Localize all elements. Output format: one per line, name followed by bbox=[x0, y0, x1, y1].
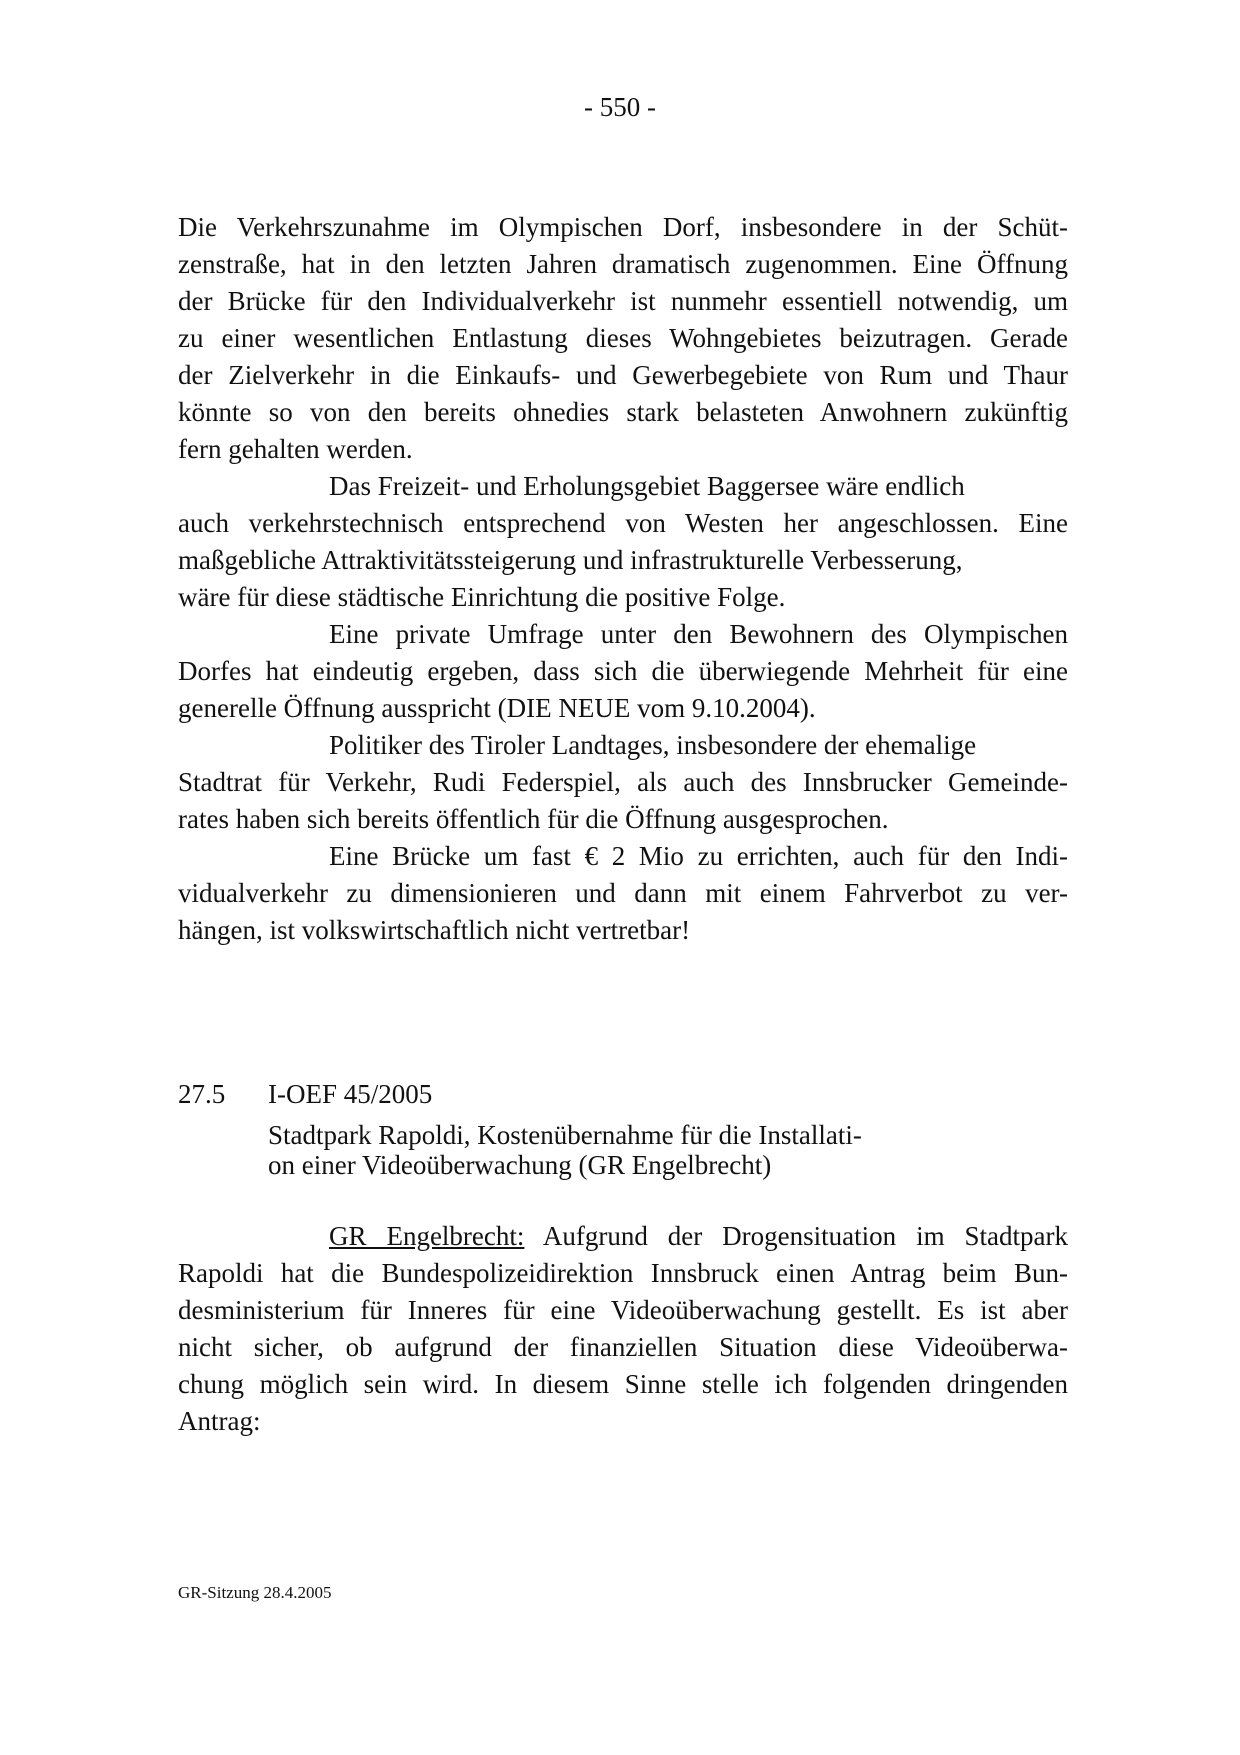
paragraph-line: Das Freizeit- und Erholungsgebiet Baggersee wäre endlich bbox=[329, 471, 965, 501]
paragraph-line: generelle Öffnung ausspricht (DIE NEUE vom 9.10.2004). bbox=[178, 693, 816, 723]
paragraph-line: maßgebliche Attraktivitätssteigerung und infrastrukturelle Verbesserung, bbox=[178, 545, 963, 575]
speech-line: Rapoldi hat die Bundespolizeidirektion Innsbruck einen Antrag beim Bun- bbox=[178, 1258, 1068, 1288]
speech-line: chung möglich sein wird. In diesem Sinne stelle ich folgenden dringenden bbox=[178, 1369, 1068, 1399]
paragraph-line: auch verkehrstechnisch entsprechend von Westen her angeschlossen. Eine bbox=[178, 508, 1068, 538]
speech-line: nicht sicher, ob aufgrund der finanziellen Situation diese Videoüberwa- bbox=[178, 1332, 1068, 1362]
paragraph-line: Die Verkehrszunahme im Olympischen Dorf, insbesondere in der Schüt- bbox=[178, 212, 1068, 242]
paragraph-line: fern gehalten werden. bbox=[178, 434, 413, 464]
agenda-title-line: Stadtpark Rapoldi, Kostenübernahme für die Installati- bbox=[268, 1120, 862, 1150]
agenda-item-number: 27.5 bbox=[178, 1079, 226, 1109]
paragraph-line: der Brücke für den Individualverkehr ist nunmehr essentiell notwendig, um bbox=[178, 286, 1068, 316]
paragraph-line: Dorfes hat eindeutig ergeben, dass sich die überwiegende Mehrheit für eine bbox=[178, 656, 1068, 686]
agenda-item-code: I-OEF 45/2005 bbox=[268, 1079, 433, 1109]
speech-line: desministerium für Inneres für eine Videoüberwachung gestellt. Es ist aber bbox=[178, 1295, 1068, 1325]
paragraph-line: zu einer wesentlichen Entlastung dieses Wohngebietes beizutragen. Gerade bbox=[178, 323, 1068, 353]
speech-line: Antrag: bbox=[178, 1406, 261, 1436]
paragraph-line: könnte so von den bereits ohnedies stark belasteten Anwohnern zukünftig bbox=[178, 397, 1068, 427]
agenda-title-line: on einer Videoüberwachung (GR Engelbrecht) bbox=[268, 1150, 772, 1180]
paragraph-line: vidualverkehr zu dimensionieren und dann mit einem Fahrverbot zu ver- bbox=[178, 878, 1068, 908]
page-number: - 550 - bbox=[584, 92, 656, 122]
paragraph-line: wäre für diese städtische Einrichtung die positive Folge. bbox=[178, 582, 786, 612]
paragraph-line: Eine Brücke um fast € 2 Mio zu errichten, auch für den Indi- bbox=[329, 841, 1068, 871]
paragraph-line: hängen, ist volkswirtschaftlich nicht vertretbar! bbox=[178, 915, 691, 945]
motion-text bbox=[178, 209, 1068, 949]
speech-first-line bbox=[178, 1218, 1068, 1255]
paragraph-line: rates haben sich bereits öffentlich für die Öffnung ausgesprochen. bbox=[178, 804, 889, 834]
speaker-name: GR Engelbrecht: bbox=[329, 1221, 525, 1251]
paragraph-line: Eine private Umfrage unter den Bewohnern des Olympischen bbox=[329, 619, 1068, 649]
speech-first-line-text: Aufgrund der Drogensituation im Stadtpark bbox=[524, 1221, 1068, 1251]
paragraph-line: Stadtrat für Verkehr, Rudi Federspiel, als auch des Innsbrucker Gemeinde- bbox=[178, 767, 1068, 797]
paragraph-line: der Zielverkehr in die Einkaufs- und Gewerbegebiete von Rum und Thaur bbox=[178, 360, 1068, 390]
speech-text bbox=[178, 1218, 1068, 1440]
agenda-item-title bbox=[268, 1120, 968, 1180]
footer-session-date: GR-Sitzung 28.4.2005 bbox=[178, 1583, 332, 1602]
paragraph-line: zenstraße, hat in den letzten Jahren dramatisch zugenommen. Eine Öffnung bbox=[178, 249, 1068, 279]
paragraph-line: Politiker des Tiroler Landtages, insbesondere der ehemalige bbox=[329, 730, 977, 760]
